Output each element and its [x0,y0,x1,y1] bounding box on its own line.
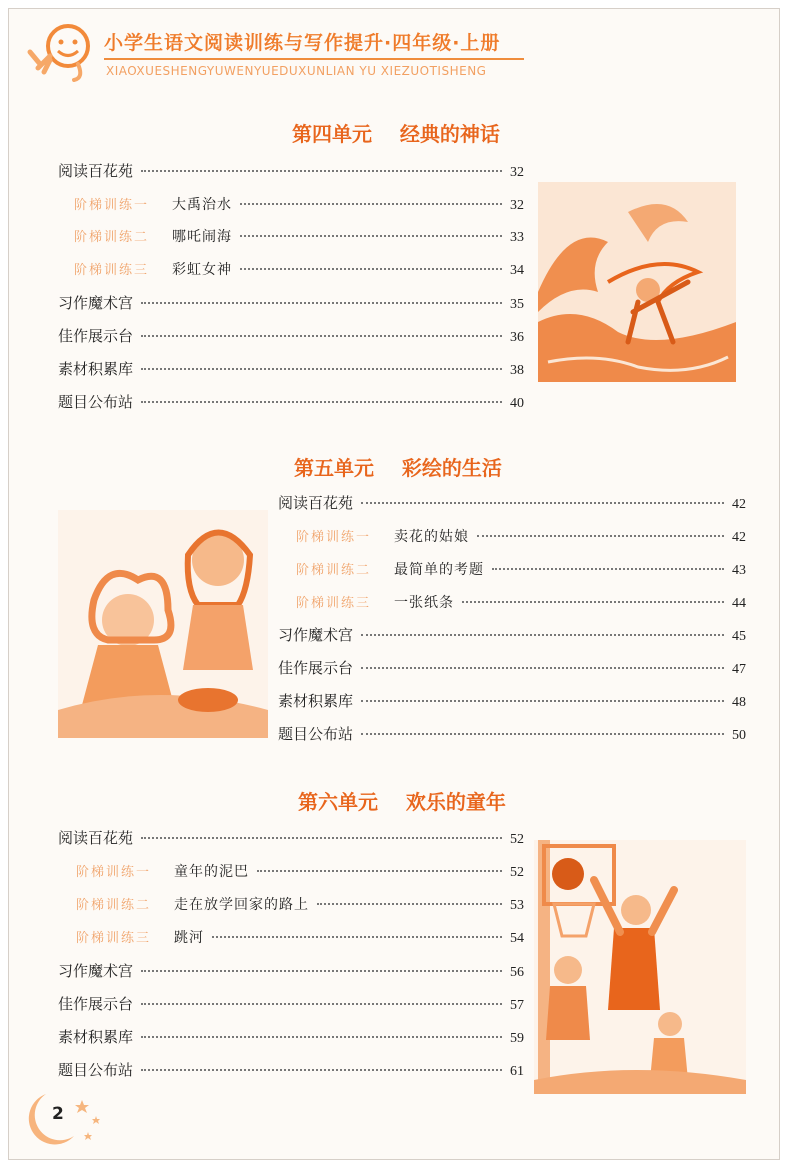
toc-entry[interactable] [278,723,746,747]
dot-leader [141,302,502,304]
dot-leader [361,634,724,636]
toc-subentry[interactable] [74,259,524,283]
training-tag: 阶梯训练二 [74,230,150,245]
toc-entry[interactable] [58,1026,524,1050]
dot-leader [361,700,724,702]
toc-page-number: 42 [732,497,746,512]
toc-page-number: 47 [732,662,746,677]
toc-subentry[interactable] [296,592,746,616]
dot-leader [317,903,502,905]
toc-entry-label: 题目公布站 [278,725,354,743]
dot-leader [141,1069,502,1071]
smiley-mascot-icon [20,22,100,82]
dot-leader [141,335,502,337]
toc-page-number: 35 [510,297,524,312]
toc-entry[interactable] [58,960,524,984]
toc-entry-label: 素材积累库 [278,692,354,710]
basketball-illustration [534,840,746,1094]
myth-illustration [538,182,736,382]
toc-page-number: 40 [510,396,524,411]
toc-page-number: 57 [510,998,524,1013]
dot-leader [477,535,724,537]
toc-page-number: 32 [510,198,524,213]
toc-entry[interactable] [278,492,746,516]
dot-leader [257,870,502,872]
unit-heading: 第六单元 欢乐的童年 [298,790,506,814]
dot-leader [141,1003,502,1005]
toc-subentry-title: 一张纸条 [394,595,454,611]
toc-page-number: 59 [510,1031,524,1046]
unit-heading: 第五单元 彩绘的生活 [294,456,502,480]
toc-subentry[interactable] [74,194,524,218]
toc-entry-label: 习作魔术宫 [58,294,134,312]
toc-entry-label: 佳作展示台 [278,659,354,677]
training-tag: 阶梯训练三 [296,596,372,611]
toc-page-number: 52 [510,865,524,880]
toc-subentry-title: 哪吒闹海 [172,229,232,245]
dot-leader [212,936,502,938]
toc-page-number: 38 [510,363,524,378]
toc-entry-label: 阅读百花苑 [58,162,134,180]
toc-entry[interactable] [58,827,524,851]
toc-entry-label: 阅读百花苑 [58,829,134,847]
toc-page-number: 44 [732,596,746,611]
dot-leader [240,268,502,270]
toc-page-number: 54 [510,931,524,946]
toc-entry[interactable] [58,160,524,184]
toc-subentry-title: 跳河 [174,930,204,946]
dot-leader [361,502,724,504]
dot-leader [492,568,724,570]
toc-entry[interactable] [278,624,746,648]
training-tag: 阶梯训练二 [76,898,152,913]
toc-subentry[interactable] [296,559,746,583]
header-divider [104,58,524,60]
toc-subentry-title: 大禹治水 [172,197,232,213]
dot-leader [240,203,502,205]
dot-leader [141,1036,502,1038]
training-tag: 阶梯训练一 [74,198,150,213]
toc-page-number: 50 [732,728,746,743]
training-tag: 阶梯训练二 [296,563,372,578]
toc-page-number: 34 [510,263,524,278]
toc-page-number: 56 [510,965,524,980]
toc-entry[interactable] [58,325,524,349]
toc-entry[interactable] [58,391,524,415]
toc-entry[interactable] [58,993,524,1017]
toc-subentry[interactable] [76,894,524,918]
toc-entry-label: 习作魔术宫 [278,626,354,644]
training-tag: 阶梯训练一 [296,530,372,545]
toc-entry-label: 素材积累库 [58,360,134,378]
toc-entry-label: 题目公布站 [58,1061,134,1079]
girls-illustration [58,510,268,738]
toc-entry-label: 题目公布站 [58,393,134,411]
toc-page-number: 32 [510,165,524,180]
toc-entry[interactable] [278,657,746,681]
training-tag: 阶梯训练一 [76,865,152,880]
dot-leader [462,601,724,603]
dot-leader [361,733,724,735]
unit-heading: 第四单元 经典的神话 [292,122,500,146]
header [20,22,540,82]
toc-page-number: 36 [510,330,524,345]
toc-subentry-title: 最简单的考题 [394,562,484,578]
toc-subentry-title: 彩虹女神 [172,262,232,278]
dot-leader [141,837,502,839]
dot-leader [141,401,502,403]
dot-leader [141,970,502,972]
toc-entry-label: 习作魔术宫 [58,962,134,980]
toc-subentry-title: 卖花的姑娘 [394,529,469,545]
toc-page-number: 33 [510,230,524,245]
dot-leader [240,235,502,237]
toc-page-number: 52 [510,832,524,847]
toc-subentry-title: 走在放学回家的路上 [174,897,309,913]
toc-entry[interactable] [58,1059,524,1083]
toc-subentry[interactable] [76,927,524,951]
toc-page-number: 53 [510,898,524,913]
toc-page-number: 45 [732,629,746,644]
toc-entry-label: 素材积累库 [58,1028,134,1046]
training-tag: 阶梯训练三 [74,263,150,278]
dot-leader [141,170,502,172]
toc-entry[interactable] [278,690,746,714]
page-number: 2 [52,1104,64,1124]
toc-page-number: 48 [732,695,746,710]
training-tag: 阶梯训练三 [76,931,152,946]
toc-entry[interactable] [58,292,524,316]
toc-subentry[interactable] [76,861,524,885]
toc-page-number: 61 [510,1064,524,1079]
toc-subentry-title: 童年的泥巴 [174,864,249,880]
toc-page-number: 42 [732,530,746,545]
dot-leader [141,368,502,370]
toc-page-number: 43 [732,563,746,578]
header-title: 小学生语文阅读训练与写作提升·四年级·上册 [104,32,501,54]
dot-leader [361,667,724,669]
toc-entry-label: 阅读百花苑 [278,494,354,512]
toc-entry-label: 佳作展示台 [58,995,134,1013]
toc-subentry[interactable] [296,526,746,550]
header-pinyin: XIAOXUESHENGYUWENYUEDUXUNLIAN YU XIEZUOTISHENG [106,64,487,78]
toc-entry-label: 佳作展示台 [58,327,134,345]
toc-entry[interactable] [58,358,524,382]
toc-subentry[interactable] [74,226,524,250]
